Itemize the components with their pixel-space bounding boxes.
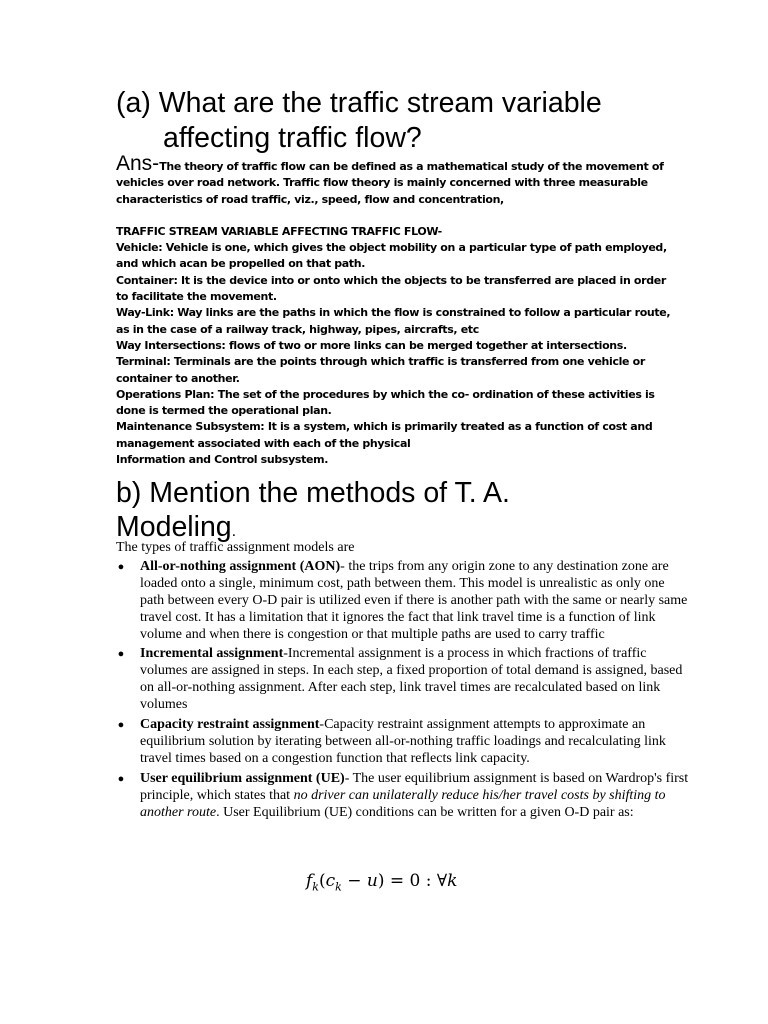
bullet-icon: ● [117,772,125,785]
bullet-icon: ● [117,648,125,661]
bullet-icon: ● [117,719,125,732]
answer-a [116,152,676,468]
definition-text: The set of the procedures by which the co- ordination of these activities is done is termed the operational plan. [116,387,655,418]
definition-term: Way Intersections: [116,338,226,352]
formula-u: u [366,871,378,891]
definition-term: Maintenance Subsystem: [116,420,265,434]
question-a-line1: (a) What are the traffic stream variable [116,87,602,119]
definition-text: Terminals are the points through which traffic is transferred from one vehicle or container to another. [116,355,645,385]
method-text: - The user equilibrium assignment is based on Wardrop's first principle, which states that [140,770,689,803]
method-text-after: . User Equilibrium (UE) conditions can be written for a given O-D pair as: [216,804,634,820]
intro-text: The theory of traffic flow can be defined as a mathematical study of the movement of vehicles over road network. Traffic flow theory is mainly concerned with three measurable characteristics of road traffic, viz., speed, flow and concentration, [116,160,664,206]
method-text: -Capacity restraint assignment attempts to approximate an equilibrium solution by iterating between all-or-nothing traffic loadings and recalculating link travel times based on a congestion function that reflects link capacity. [140,717,666,766]
definition-term: Terminal: [116,355,171,369]
answer-intro [116,152,676,208]
ue-formula [306,871,457,893]
question-b-text: b) Mention the methods of T. A. Modeling [116,477,510,543]
method-text: - the trips from any origin zone to any destination zone are loaded onto a single, minimum cost, path between them. This model is unrealistic as only one path between every O-D pair is utilized even if there is another path with the same or nearly same travel cost. It has a limitation that it ignores the fact that link travel time is a function of link volume and when there is congestion or that multiple paths are used to carry traffic [140,558,688,642]
definition-maintenance-subsystem [116,419,676,452]
method-name: All-or-nothing assignment (AON) [140,558,341,574]
definition-terminal [116,354,676,387]
formula-c: c [325,871,336,891]
list-item [116,559,691,644]
methods-list [116,559,691,822]
formula-minus: − [341,871,367,891]
definition-term: Way-Link: [116,306,174,320]
definition-term: Container: [116,273,178,287]
formula-sub-k2: k [335,880,342,894]
question-b-heading [116,476,636,549]
question-a-line2: affecting traffic flow? [163,122,422,154]
list-item [116,646,691,714]
definition-text: flows of two or more links can be merged together at intersections. [225,338,627,352]
method-name: Incremental assignment [140,646,284,662]
method-emphasis: no driver can unilaterally reduce his/her travel costs by shifting to another route [140,787,666,820]
list-item [116,771,691,822]
formula-sub-k: k [312,880,319,894]
methods-lead: The types of traffic assignment models are [116,540,355,555]
method-text: -Incremental assignment is a process in which fractions of traffic volumes are assigned in steps. In each step, a fixed proportion of total demand is assigned, based on all-or-nothing assignment. After each step, link travel times are recalculated based on link volumes [140,646,683,713]
bullet-icon: ● [117,560,125,573]
variables-subheading: TRAFFIC STREAM VARIABLE AFFECTING TRAFFIC FLOW- [116,224,442,238]
definition-text: It is a system, which is primarily treated as a function of cost and management associated with each of the physical [116,420,653,450]
definition-vehicle [116,240,676,273]
question-b-period: . [231,523,237,540]
method-name: Capacity restraint assignment [140,717,320,733]
definition-term: Vehicle: [116,241,163,255]
definition-term: Operations Plan: [116,387,215,401]
definition-operations-plan [116,387,676,420]
definition-text: It is the device into or onto which the objects to be transferred are placed in order to facilitate the movement. [116,273,666,304]
formula-close-paren: ) [377,871,385,891]
information-control-line: Information and Control subsystem. [116,453,329,467]
formula-k: k [447,871,458,891]
list-item [116,717,691,768]
ans-label: Ans- [116,152,160,175]
formula-open-paren: ( [318,871,326,891]
formula-f: f [306,871,313,891]
definition-text: Vehicle is one, which gives the object mobility on a particular type of path employed, and which acan be propelled on that path. [116,241,667,271]
definition-text: Way links are the paths in which the flow is constrained to follow a particular route, as in the case of a railway track, highway, pipes, aircrafts, etc [116,306,671,336]
definition-way-intersections [116,338,676,354]
answer-b [116,540,691,825]
definition-container [116,273,676,306]
definition-way-link [116,305,676,338]
question-a-heading [116,86,716,156]
formula-equals: = 0 : ∀ [384,871,448,891]
method-name: User equilibrium assignment (UE) [140,770,345,786]
